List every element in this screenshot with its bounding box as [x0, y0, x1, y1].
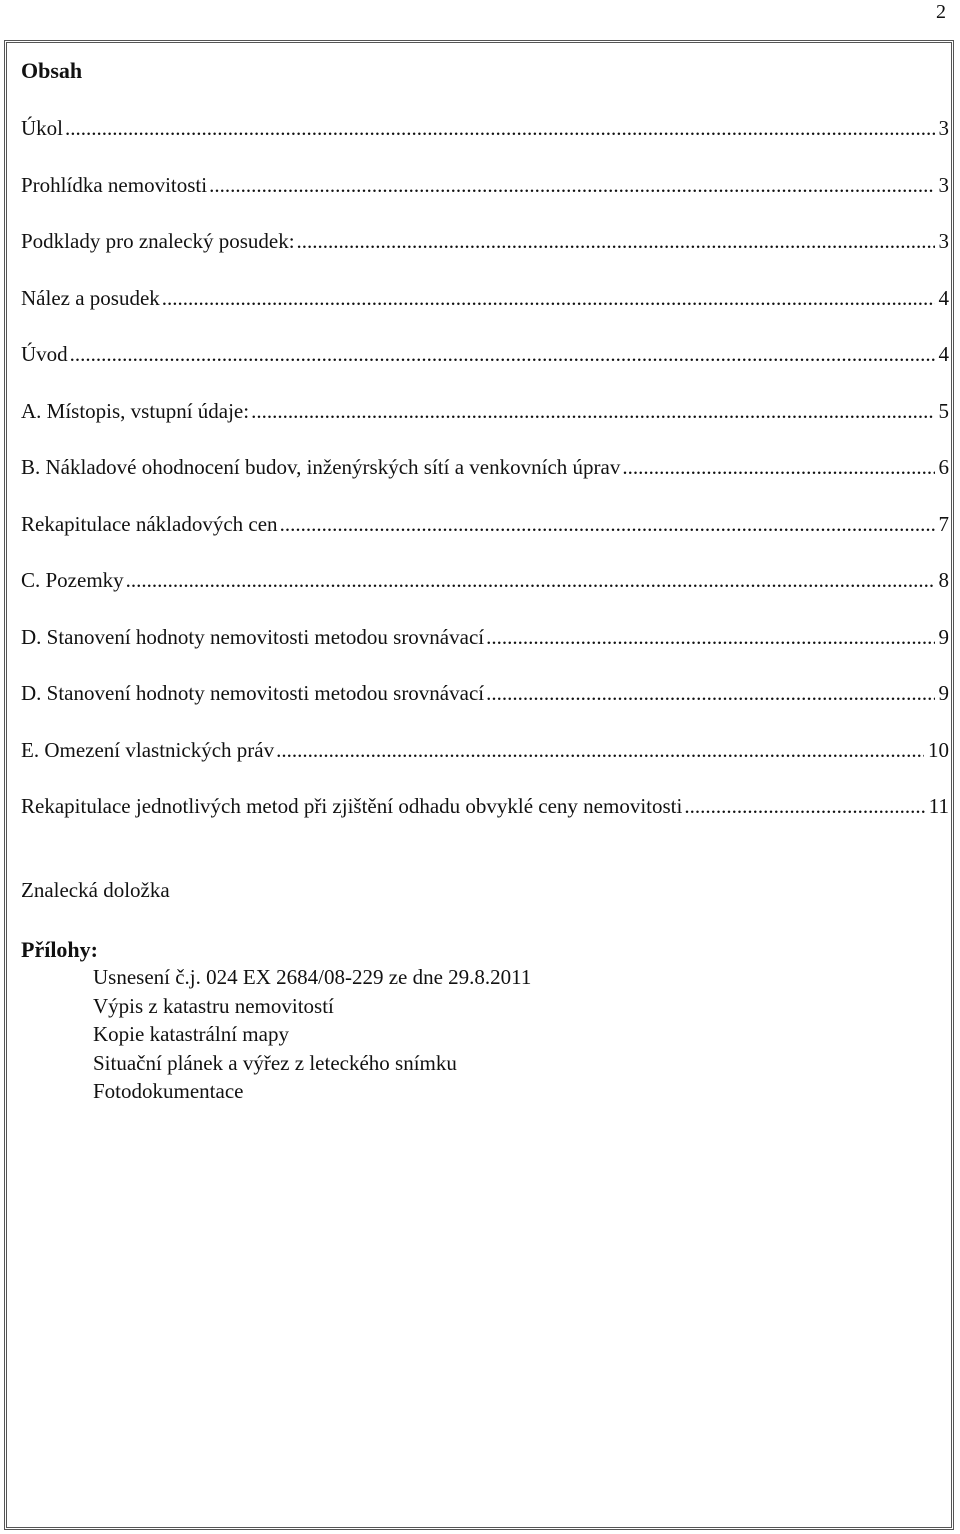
- toc-entry-page: 4: [938, 342, 949, 366]
- toc-entry-page: 8: [938, 568, 949, 592]
- document-frame: [4, 40, 954, 1530]
- toc-entry-label: D. Stanovení hodnoty nemovitosti metodou srovnávací: [21, 624, 485, 649]
- toc-entry[interactable]: [21, 623, 949, 680]
- toc-entry-page: 5: [938, 398, 949, 423]
- toc-entry[interactable]: [21, 114, 949, 171]
- toc-entry-label: Úvod: [21, 342, 68, 366]
- toc-entry[interactable]: [21, 736, 949, 793]
- toc-entry-label: D. Stanovení hodnoty nemovitosti metodou srovnávací: [21, 681, 485, 705]
- attachment-item: Usnesení č.j. 024 EX 2684/08-229 ze dne 29.8.2011: [93, 965, 532, 989]
- toc-title: Obsah: [21, 58, 83, 83]
- toc-entry-page: 6: [938, 455, 949, 479]
- toc-entry[interactable]: [21, 679, 949, 736]
- page-number: 2: [936, 1, 946, 23]
- toc-entry-page: 3: [938, 116, 949, 140]
- attachment-item: Výpis z katastru nemovitostí: [93, 993, 334, 1018]
- toc-dot-leader: [70, 340, 935, 368]
- toc-dot-leader: [486, 623, 934, 651]
- attachment-item: Situační plánek a výřez z leteckého snímku: [93, 1050, 457, 1075]
- attachment-item: Kopie katastrální mapy: [93, 1022, 289, 1046]
- toc-entry-label: Prohlídka nemovitosti: [21, 172, 208, 197]
- toc-entry-label: A. Místopis, vstupní údaje:: [21, 398, 250, 423]
- toc-entry-page: 4: [938, 285, 949, 310]
- toc-entry[interactable]: [21, 566, 949, 623]
- toc-entry-label: Úkol: [21, 116, 63, 140]
- toc-entry[interactable]: [21, 227, 949, 284]
- toc-entry-page: 3: [938, 229, 949, 253]
- closing-clause-heading: Znalecká doložka: [21, 878, 170, 902]
- toc-dot-leader: [486, 679, 934, 707]
- toc-entry-label: Nález a posudek: [21, 285, 160, 310]
- toc-entry-label: E. Omezení vlastnických práv: [21, 737, 275, 762]
- toc-dot-leader: [684, 792, 924, 820]
- toc-dot-leader: [622, 453, 934, 481]
- toc-dot-leader: [126, 566, 935, 594]
- toc-list: [21, 114, 949, 849]
- toc-entry-label: B. Nákladové ohodnocení budov, inženýrských sítí a venkovních úprav: [21, 455, 621, 479]
- attachments-list: [93, 963, 531, 1106]
- toc-entry-page: 9: [938, 681, 949, 705]
- toc-dot-leader: [280, 510, 935, 538]
- toc-entry-label: Podklady pro znalecký posudek:: [21, 229, 295, 253]
- toc-entry-label: Rekapitulace nákladových cen: [21, 511, 278, 536]
- toc-dot-leader: [209, 171, 934, 199]
- toc-dot-leader: [162, 284, 935, 312]
- toc-dot-leader: [276, 736, 924, 764]
- toc-entry-page: 3: [938, 172, 949, 197]
- toc-entry-page: 11: [928, 794, 949, 818]
- toc-entry-page: 7: [938, 511, 949, 536]
- toc-entry[interactable]: [21, 284, 949, 341]
- attachments-title: Přílohy:: [21, 937, 98, 962]
- toc-entry[interactable]: [21, 340, 949, 397]
- toc-dot-leader: [297, 227, 935, 255]
- toc-entry[interactable]: [21, 453, 949, 510]
- toc-entry-page: 9: [938, 624, 949, 649]
- toc-entry-page: 10: [928, 737, 949, 762]
- toc-entry[interactable]: [21, 792, 949, 849]
- toc-entry[interactable]: [21, 171, 949, 228]
- toc-entry[interactable]: [21, 510, 949, 567]
- toc-entry-label: C. Pozemky: [21, 568, 124, 592]
- toc-dot-leader: [65, 114, 935, 142]
- toc-entry[interactable]: [21, 397, 949, 454]
- toc-dot-leader: [251, 397, 934, 425]
- attachment-item: Fotodokumentace: [93, 1079, 244, 1103]
- toc-entry-label: Rekapitulace jednotlivých metod při zjištění odhadu obvyklé ceny nemovitosti: [21, 794, 683, 818]
